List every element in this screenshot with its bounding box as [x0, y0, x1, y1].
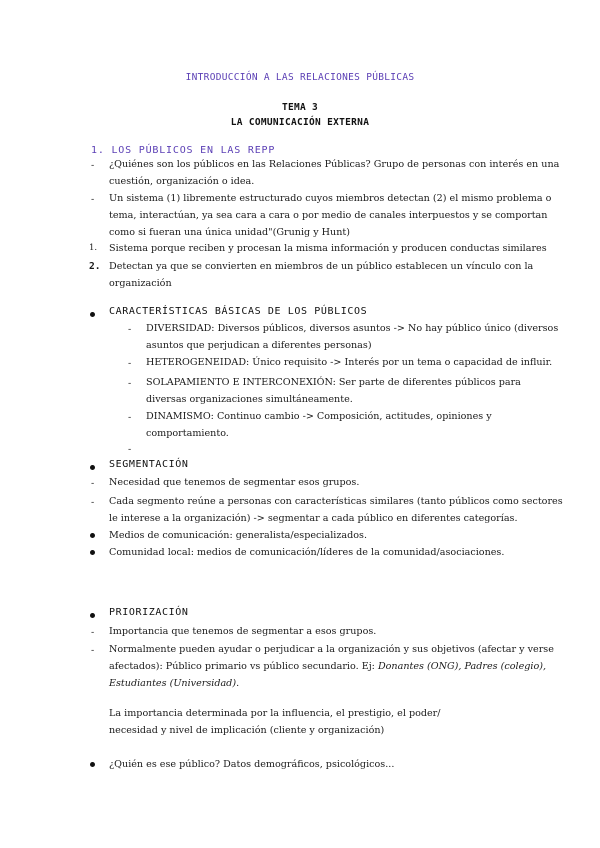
section-heading-segmentacion: SEGMENTACIÓN	[109, 459, 189, 470]
bullet-icon	[90, 762, 95, 767]
section-heading-priorizacion: PRIORIZACIÓN	[109, 607, 189, 618]
dash-marker: -	[91, 497, 95, 508]
bullet-icon	[90, 465, 95, 470]
bullet-icon	[90, 533, 95, 538]
list-item: Medios de comunicación: generalista/especializados.	[109, 530, 368, 541]
dash-marker: -	[91, 194, 95, 205]
paragraph-line: necesidad y nivel de implicación (cliente y organización)	[109, 725, 385, 736]
list-item: HETEROGENEIDAD: Único requisito -> Interés por un tema o capacidad de influir.	[146, 357, 553, 368]
paragraph-line: La importancia determinada por la influencia, el prestigio, el poder/	[109, 708, 441, 719]
italic-examples: Donantes (ONG), Padres (colegio),	[377, 661, 547, 672]
section-heading-caracteristicas: CARACTERÍSTICAS BÁSICAS DE LOS PÚBLICOS	[109, 306, 368, 317]
dash-marker: -	[91, 645, 95, 656]
list-item: diversas organizaciones simultáneamente.	[146, 394, 353, 405]
list-item: comportamiento.	[146, 428, 229, 439]
paragraph-line: Normalmente pueden ayudar o perjudicar a la organización y sus objetivos (afectar y verse	[109, 644, 554, 655]
paragraph-line	[109, 658, 546, 675]
dash-marker: -	[128, 324, 132, 335]
dash-marker: -	[128, 444, 132, 455]
bullet-icon	[90, 312, 95, 317]
section-number: 1.	[91, 145, 105, 156]
paragraph-line: tema, interactúan, ya sea cara a cara o por medio de canales interpuestos y se comportan	[109, 210, 548, 221]
bullet-icon	[90, 613, 95, 618]
list-item: ¿Quién es ese público? Datos demográficos, psicológicos...	[109, 759, 395, 770]
paragraph-line: ¿Quiénes son los públicos en las Relaciones Públicas? Grupo de personas con interés en una	[109, 159, 560, 170]
list-item: SOLAPAMIENTO E INTERCONEXIÓN: Ser parte de diferentes públicos para	[146, 377, 521, 388]
paragraph-line: le interese a la organización) -> segmentar a cada público en diferentes categorías.	[109, 513, 518, 524]
dash-marker: -	[91, 627, 95, 638]
text-span: afectados): Público primario vs público secundario. Ej:	[109, 661, 378, 672]
list-item: DINAMISMO: Continuo cambio -> Composición, actitudes, opiniones y	[146, 411, 492, 422]
numbered-item: Sistema porque reciben y procesan la misma información y producen conductas similares	[109, 243, 547, 254]
bullet-icon	[90, 550, 95, 555]
tema-title: LA COMUNICACIÓN EXTERNA	[230, 117, 370, 128]
dash-marker: -	[128, 412, 132, 423]
document-title: INTRODUCCIÓN A LAS RELACIONES PÚBLICAS	[185, 72, 415, 83]
paragraph-line: Importancia que tenemos de segmentar a esos grupos.	[109, 626, 377, 637]
paragraph-line: Necesidad que tenemos de segmentar esos grupos.	[109, 477, 360, 488]
numbered-marker: 1.	[89, 243, 98, 253]
list-item: asuntos que perjudican a diferentes personas)	[146, 340, 372, 351]
list-item: DIVERSIDAD: Diversos públicos, diversos asuntos -> No hay público único (diversos	[146, 323, 559, 334]
paragraph-line: cuestión, organización o idea.	[109, 176, 255, 187]
list-item: Comunidad local: medios de comunicación/líderes de la comunidad/asociaciones.	[109, 547, 505, 558]
dash-marker: -	[128, 358, 132, 369]
numbered-marker: 2.	[89, 261, 101, 272]
tema-number: TEMA 3	[281, 102, 319, 113]
dash-marker: -	[128, 378, 132, 389]
paragraph-line: como si fueran una única unidad"(Grunig y Hunt)	[109, 227, 350, 238]
paragraph-line: Cada segmento reúne a personas con características similares (tanto públicos como sectores	[109, 496, 563, 507]
section-heading-text: LOS PÚBLICOS EN LAS REPP	[111, 145, 276, 156]
section-heading-publicos	[91, 145, 275, 156]
numbered-item: organización	[109, 278, 172, 289]
dash-marker: -	[91, 478, 95, 489]
paragraph-line: Un sistema (1) libremente estructurado cuyos miembros detectan (2) el mismo problema o	[109, 193, 552, 204]
dash-marker: -	[91, 160, 95, 171]
numbered-item: Detectan ya que se convierten en miembros de un público establecen un vínculo con la	[109, 261, 534, 272]
italic-examples: Estudiantes (Universidad).	[109, 678, 240, 689]
